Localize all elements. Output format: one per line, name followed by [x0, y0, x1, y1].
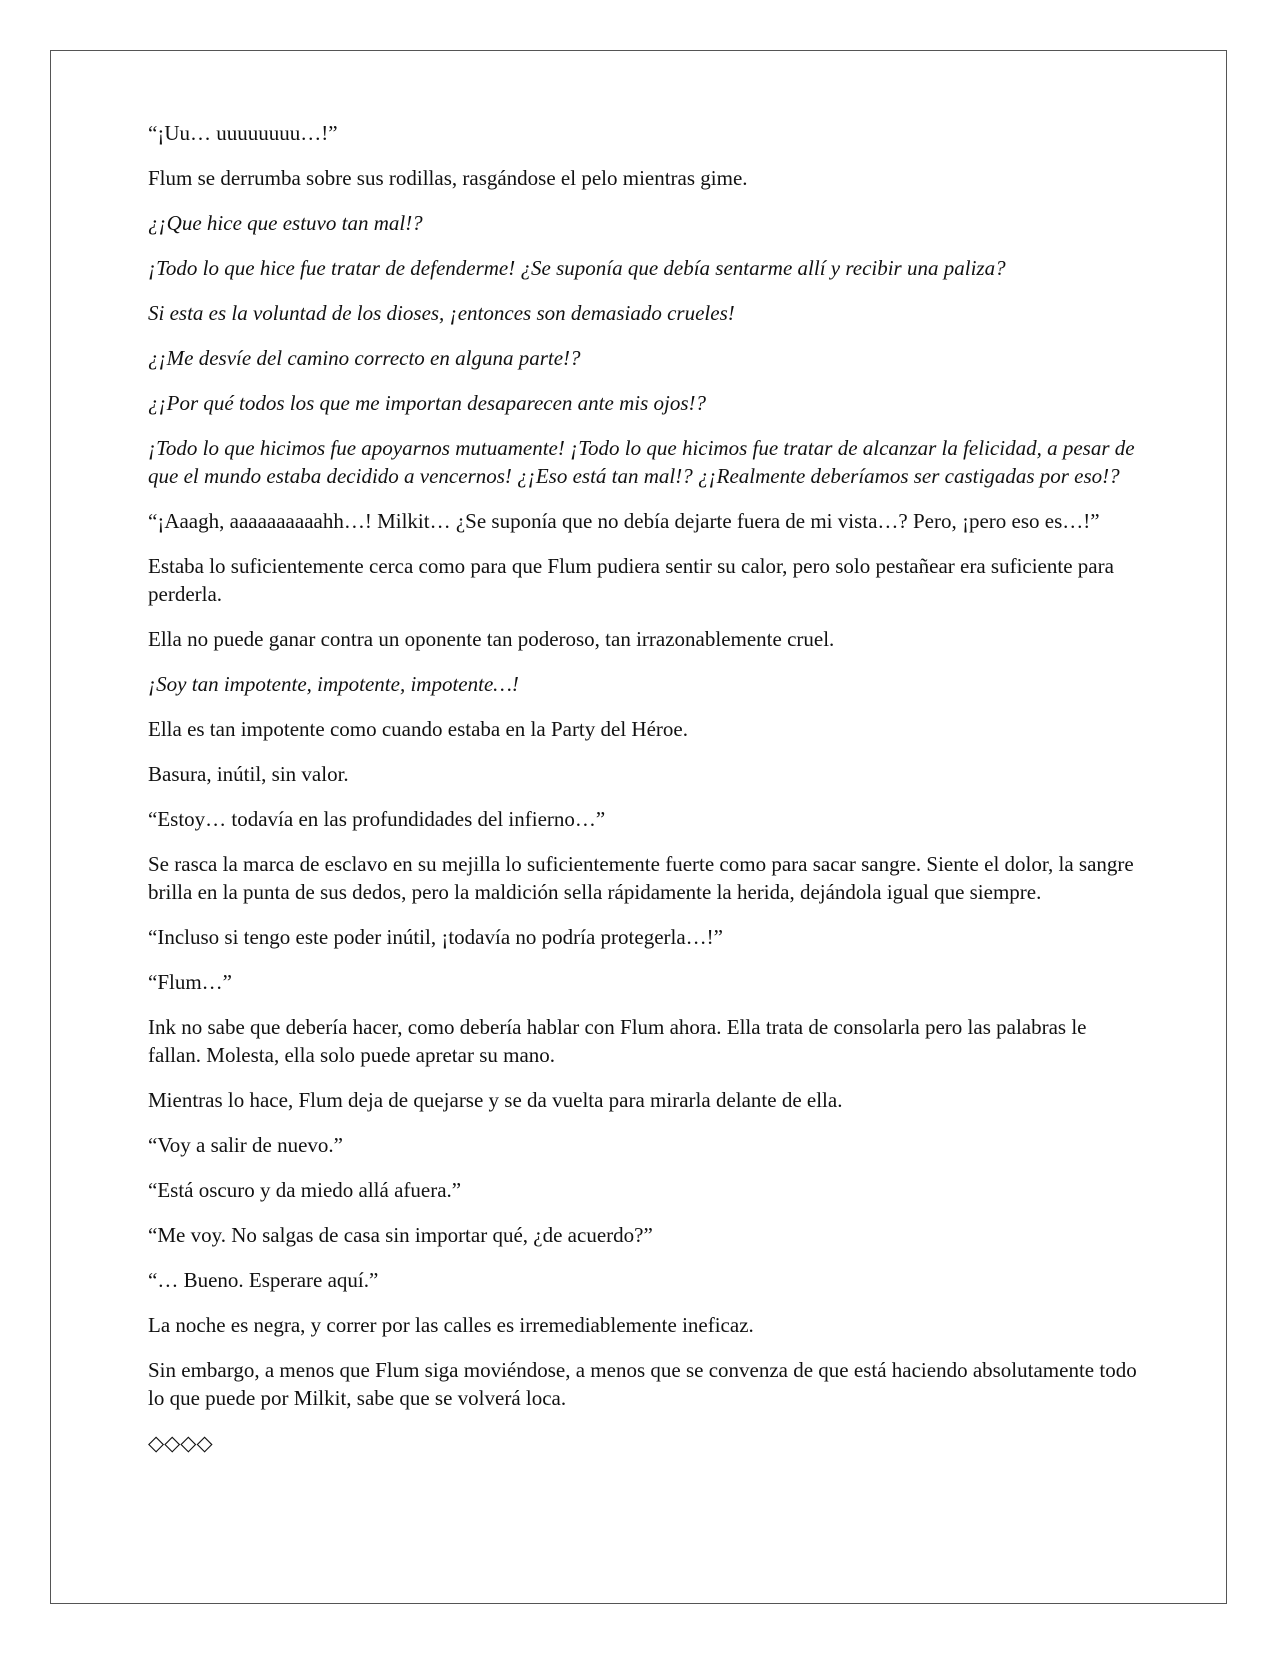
paragraph: “Incluso si tengo este poder inútil, ¡todavía no podría protegerla…!” — [148, 925, 723, 949]
paragraph: Basura, inútil, sin valor. — [148, 762, 349, 786]
paragraph: “¡Aaagh, aaaaaaaaaahh…! Milkit… ¿Se suponía que no debía dejarte fuera de mi vista…? Pero, ¡pero eso es…!” — [148, 509, 1100, 533]
paragraph: “Flum…” — [148, 970, 232, 994]
paragraph: Ella no puede ganar contra un oponente tan poderoso, tan irrazonablemente cruel. — [148, 627, 835, 651]
paragraph: ¡Todo lo que hicimos fue apoyarnos mutuamente! ¡Todo lo que hicimos fue tratar de alcanzar la felicidad, a pesar de que el mundo estaba decidido a vencernos! ¿¡Eso está tan mal!? ¿¡Realmente deberíamos ser castigadas por eso!? — [148, 436, 1135, 488]
paragraph: “¡Uu… uuuuuuuu…!” — [148, 121, 338, 145]
paragraph: ¿¡Que hice que estuvo tan mal!? — [148, 211, 423, 235]
paragraph: Estaba lo suficientemente cerca como para que Flum pudiera sentir su calor, pero solo pestañear era suficiente para perderla. — [148, 554, 1114, 606]
paragraph: “… Bueno. Esperare aquí.” — [148, 1268, 379, 1292]
paragraph: La noche es negra, y correr por las calles es irremediablemente ineficaz. — [148, 1313, 754, 1337]
document-body — [148, 119, 1138, 1457]
paragraph: “Me voy. No salgas de casa sin importar qué, ¿de acuerdo?” — [148, 1223, 653, 1247]
paragraph: Ink no sabe que debería hacer, como debería hablar con Flum ahora. Ella trata de consolarla pero las palabras le fallan. Molesta, ella solo puede apretar su mano. — [148, 1015, 1087, 1067]
paragraph: Si esta es la voluntad de los dioses, ¡entonces son demasiado crueles! — [148, 301, 735, 325]
scene-break-divider: ◇◇◇◇ — [148, 1431, 213, 1455]
paragraph: Ella es tan impotente como cuando estaba en la Party del Héroe. — [148, 717, 688, 741]
paragraph: Mientras lo hace, Flum deja de quejarse y se da vuelta para mirarla delante de ella. — [148, 1088, 843, 1112]
paragraph: ¿¡Me desvíe del camino correcto en alguna parte!? — [148, 346, 581, 370]
paragraph: Flum se derrumba sobre sus rodillas, rasgándose el pelo mientras gime. — [148, 166, 748, 190]
paragraph: ¡Todo lo que hice fue tratar de defenderme! ¿Se suponía que debía sentarme allí y recibir una paliza? — [148, 256, 1006, 280]
paragraph: Se rasca la marca de esclavo en su mejilla lo suficientemente fuerte como para sacar sangre. Siente el dolor, la sangre brilla en la punta de sus dedos, pero la maldición sella rápidamente la herida, dejándola igual que siempre. — [148, 852, 1134, 904]
paragraph: “Está oscuro y da miedo allá afuera.” — [148, 1178, 462, 1202]
document-page — [50, 50, 1227, 1604]
paragraph: “Voy a salir de nuevo.” — [148, 1133, 343, 1157]
paragraph: Sin embargo, a menos que Flum siga moviéndose, a menos que se convenza de que está haciendo absolutamente todo lo que puede por Milkit, sabe que se volverá loca. — [148, 1358, 1137, 1410]
paragraph: ¿¡Por qué todos los que me importan desaparecen ante mis ojos!? — [148, 391, 706, 415]
paragraph: ¡Soy tan impotente, impotente, impotente…! — [148, 672, 519, 696]
paragraph: “Estoy… todavía en las profundidades del infierno…” — [148, 807, 606, 831]
